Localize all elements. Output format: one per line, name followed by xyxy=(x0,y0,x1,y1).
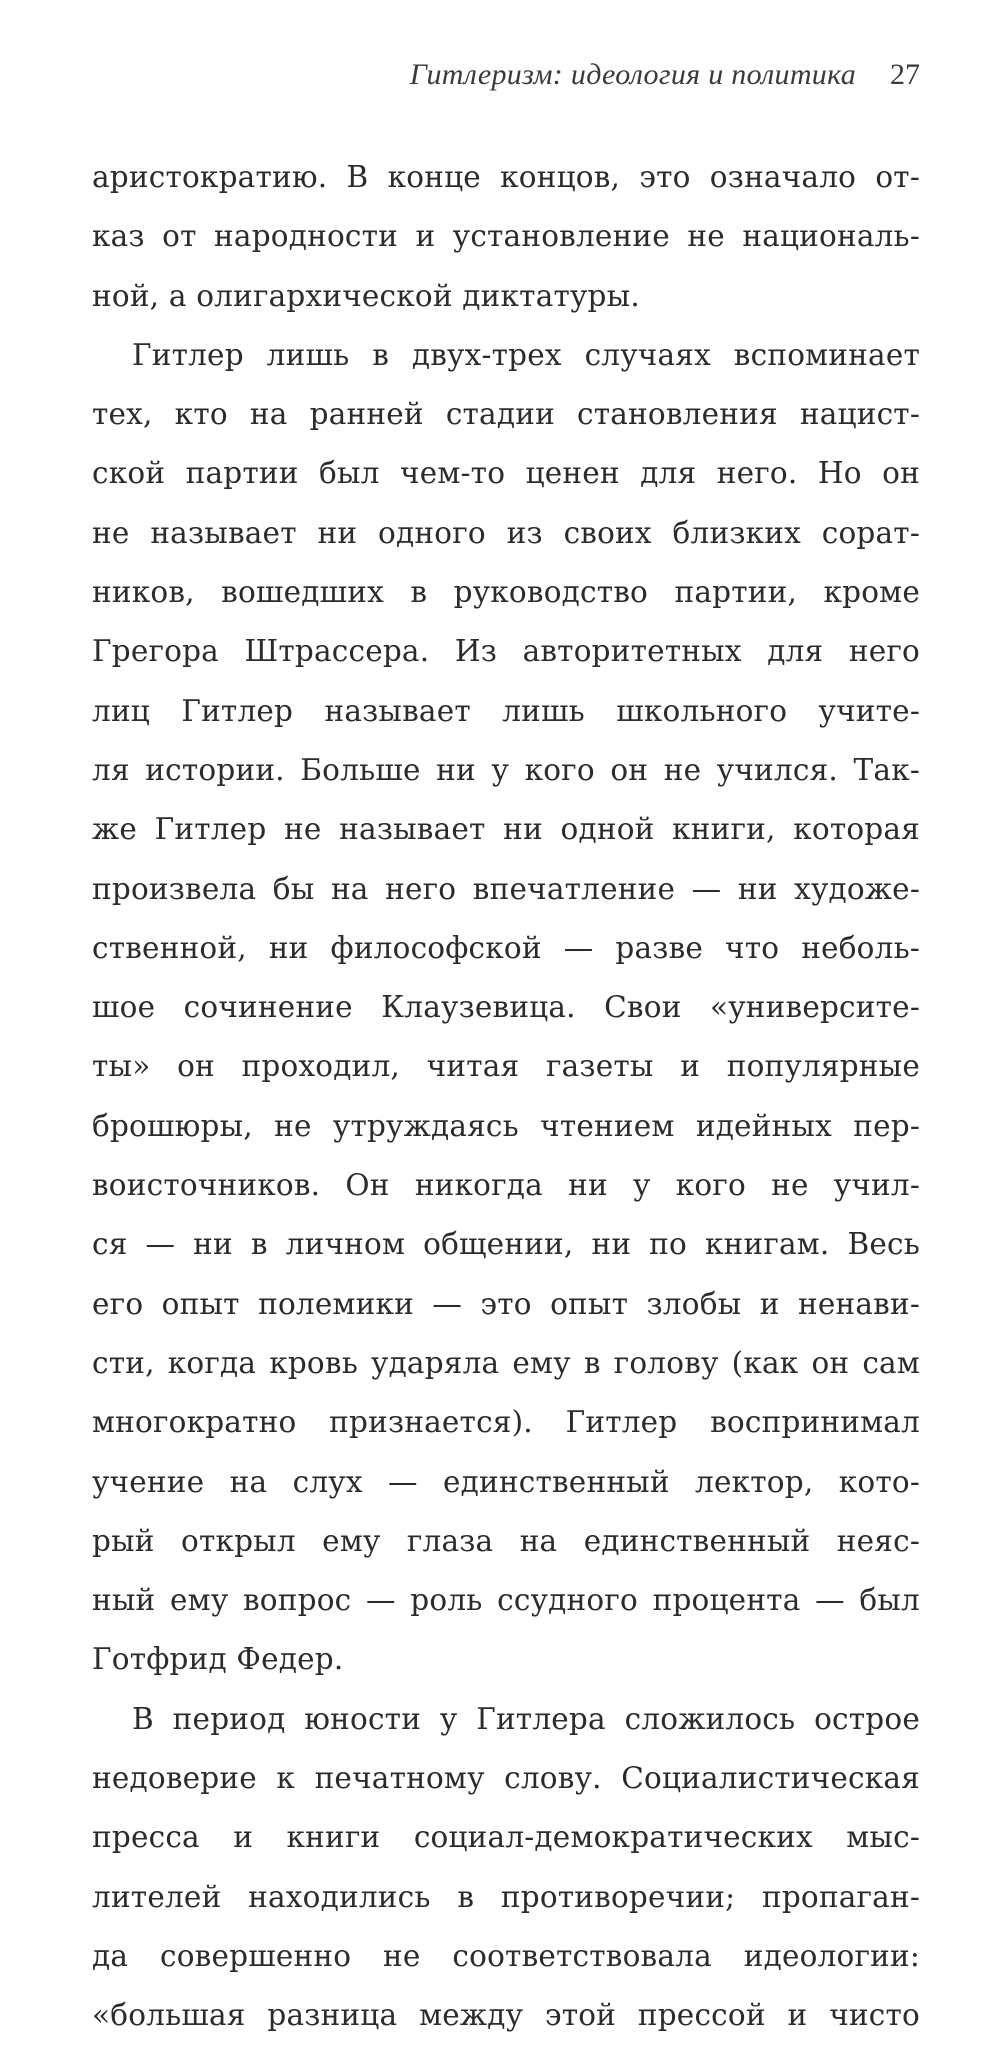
paragraph-1 xyxy=(92,148,920,326)
text-line: тех, кто на ранней стадии становления нацист- xyxy=(92,397,920,432)
text-line: воисточников. Он никогда ни у кого не учил- xyxy=(92,1168,920,1203)
text-line: ся — ни в личном общении, ни по книгам. Весь xyxy=(92,1227,920,1262)
text-line: Гитлер лишь в двух-трех случаях вспоминает xyxy=(132,337,920,372)
text-line: ственной, ни философской — разве что неболь- xyxy=(92,930,920,965)
text-line: лителей находились в противоречии; пропаган- xyxy=(92,1879,920,1914)
text-line: ников, вошедших в руководство партии, кроме xyxy=(92,575,920,610)
text-line: же Гитлер не называет ни одной книги, которая xyxy=(92,812,920,847)
text-line: его опыт полемики — это опыт злобы и ненави- xyxy=(92,1286,920,1321)
text-line: многократно признается). Гитлер воспринимал xyxy=(92,1405,920,1440)
text-line: не называет ни одного из своих близких сорат- xyxy=(92,515,920,550)
text-line: ной, а олигархической диктатуры. xyxy=(92,278,640,313)
text-line: ской партии был чем-то ценен для него. Но он xyxy=(92,456,920,491)
text-line: рый открыл ему глаза на единственный неяс- xyxy=(92,1523,920,1558)
text-line: сти, когда кровь ударяла ему в голову (как он сам xyxy=(92,1345,920,1380)
text-line: пресса и книги социал-демократических мыс- xyxy=(92,1820,920,1855)
text-line: брошюры, не утруждаясь чтением идейных пер- xyxy=(92,1108,920,1143)
text-line: недоверие к печатному слову. Социалистическая xyxy=(92,1761,920,1796)
text-line: ный ему вопрос — роль ссудного процента — был xyxy=(92,1583,920,1618)
text-line: произвела бы на него впечатление — ни художе- xyxy=(92,871,920,906)
text-line: «большая разница между этой прессой и чисто xyxy=(92,1998,920,2033)
text-line: аристократию. В конце концов, это означало от- xyxy=(92,160,920,194)
running-head xyxy=(92,58,920,98)
text-line: В период юности у Гитлера сложилось острое xyxy=(132,1701,920,1736)
text-line: каз от народности и установление не националь- xyxy=(92,219,920,254)
text-line: ля истории. Больше ни у кого он не учился. Так- xyxy=(92,752,920,787)
text-line: Грегора Штрассера. Из авторитетных для него xyxy=(92,634,920,669)
text-line: ты» он проходил, читая газеты и популярные xyxy=(92,1049,920,1084)
paragraph-3 xyxy=(92,1690,920,2046)
body-text xyxy=(92,148,920,2046)
text-line: Готфрид Федер. xyxy=(92,1642,344,1677)
text-line: учение на слух — единственный лектор, кото- xyxy=(92,1464,920,1499)
page-number: 27 xyxy=(890,58,920,91)
text-line: да совершенно не соответствовала идеологии: xyxy=(92,1938,920,1973)
text-line: шое сочинение Клаузевица. Свои «университе- xyxy=(92,990,920,1025)
paragraph-2 xyxy=(92,326,920,1690)
running-title: Гитлеризм: идеология и политика xyxy=(409,58,856,91)
text-line: лиц Гитлер называет лишь школьного учите- xyxy=(92,693,920,728)
